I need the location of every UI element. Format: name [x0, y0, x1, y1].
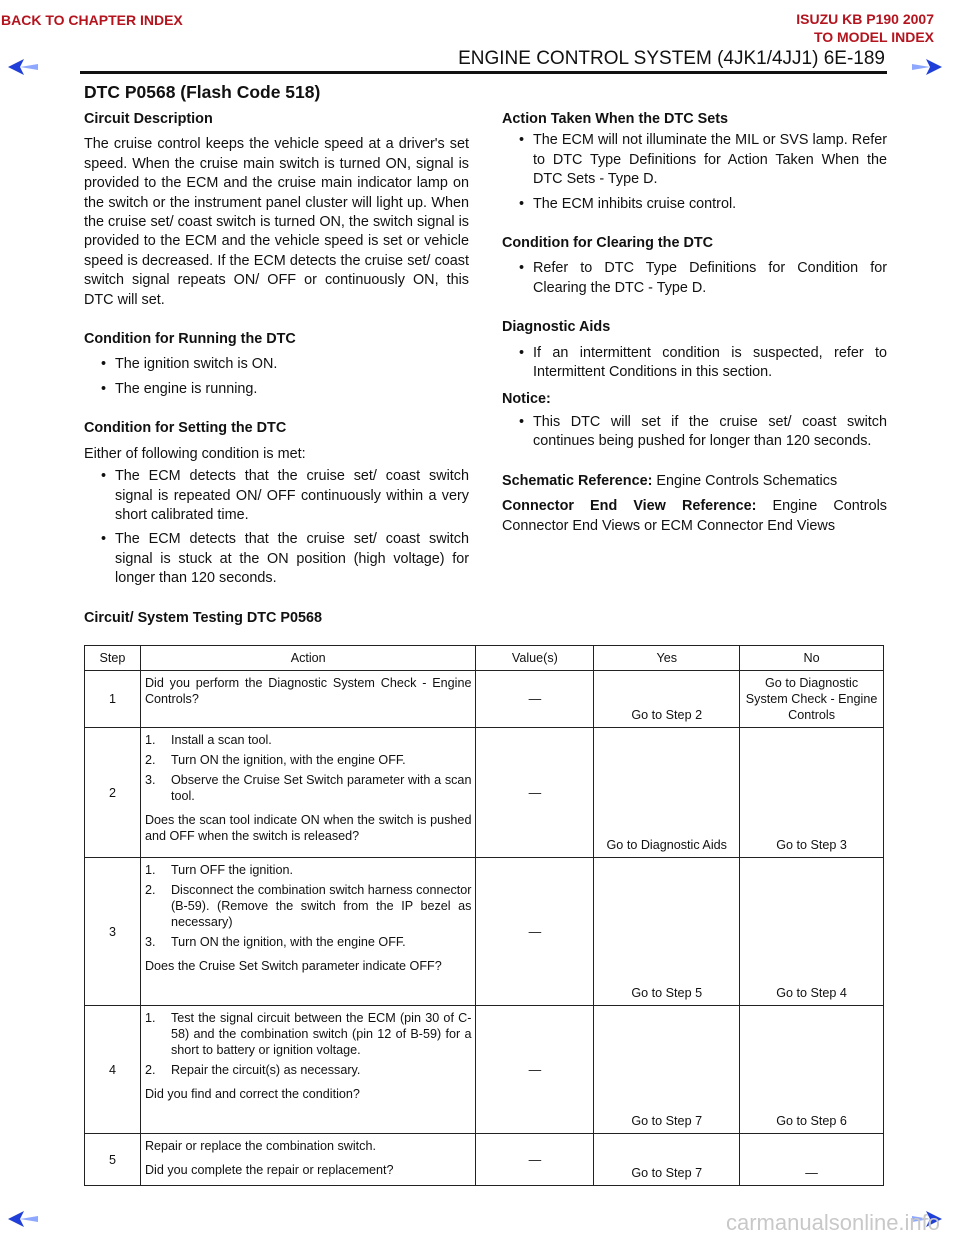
no-cell[interactable]: Go to Step 3	[740, 728, 884, 858]
diagnostic-aids-heading: Diagnostic Aids	[502, 319, 611, 336]
action-item: 2. Repair the circuit(s) as necessary.	[144, 1063, 361, 1077]
yes-cell[interactable]: Go to Step 2	[594, 671, 740, 728]
notice-heading: Notice:	[502, 391, 551, 408]
value-cell: —	[476, 858, 594, 1006]
yes-cell[interactable]: Go to Diagnostic Aids	[594, 728, 740, 858]
page-title: DTC P0568 (Flash Code 518)	[84, 82, 321, 102]
no-cell: —	[740, 1134, 884, 1186]
table-row	[85, 1134, 884, 1186]
arrow-left-icon[interactable]	[6, 1209, 40, 1229]
action-item: 2. Disconnect the combination switch harness connector (B-59). (Remove the switch from the IP bezel as necessary)	[144, 883, 472, 929]
back-to-chapter-index-link[interactable]: BACK TO CHAPTER INDEX	[1, 12, 183, 28]
connector-reference	[502, 497, 887, 536]
list-item: • The ECM will not illuminate the MIL or SVS lamp. Refer to DTC Type Definitions for Action Taken When the DTC Sets - Type D.	[502, 131, 887, 189]
value-cell: —	[476, 1134, 594, 1186]
action-cell: Did you perform the Diagnostic System Check - Engine Controls?	[140, 671, 476, 728]
schematic-link[interactable]: Engine Controls Schematics	[656, 472, 838, 489]
right-column	[502, 110, 887, 536]
running-heading: Condition for Running the DTC	[84, 331, 296, 348]
arrow-right-icon[interactable]	[910, 57, 944, 77]
step-number: 2	[85, 728, 141, 858]
table-row	[85, 858, 884, 1006]
header-rule	[80, 71, 887, 74]
action-intro: Repair or replace the combination switch.	[144, 1139, 376, 1153]
action-item: 3. Turn ON the ignition, with the engine OFF.	[144, 935, 406, 949]
value-cell: —	[476, 1006, 594, 1134]
action-item: 1. Turn OFF the ignition.	[144, 863, 293, 877]
to-model-index-link[interactable]: TO MODEL INDEX	[813, 29, 934, 45]
table-row	[85, 728, 884, 858]
schematic-reference	[502, 472, 887, 491]
list-item: • The ECM inhibits cruise control.	[502, 195, 887, 214]
connector-label: Connector End View Reference:	[502, 498, 757, 515]
header-title: ENGINE CONTROL SYSTEM (4JK1/4JJ1) 6E-189	[458, 48, 885, 69]
setting-heading: Condition for Setting the DTC	[84, 420, 287, 437]
table-heading: Circuit/ System Testing DTC P0568	[84, 610, 323, 626]
action-question: Does the scan tool indicate ON when the switch is pushed and OFF when the switch is released?	[144, 813, 472, 843]
step-number: 5	[85, 1134, 141, 1186]
list-item: • The ECM detects that the cruise set/ coast switch signal is repeated ON/ OFF continuously within a very short calibrated time.	[84, 467, 469, 525]
action-item: 3. Observe the Cruise Set Switch parameter with a scan tool.	[144, 773, 472, 803]
action-cell	[140, 728, 476, 858]
table-row	[85, 671, 884, 728]
watermark: carmanualsonline.info	[726, 1210, 941, 1235]
action-question: Did you find and correct the condition?	[144, 1087, 360, 1101]
value-cell: —	[476, 728, 594, 858]
diagnostic-table	[84, 645, 884, 1186]
action-question: Did you complete the repair or replacement?	[144, 1163, 394, 1177]
connector-link[interactable]: Engine Controls Connector End Views or ECM Connector End Views	[502, 498, 887, 534]
arrow-left-icon[interactable]	[6, 57, 40, 77]
list-item: • The engine is running.	[84, 380, 469, 399]
clearing-heading: Condition for Clearing the DTC	[502, 235, 714, 252]
value-cell: —	[476, 671, 594, 728]
header-action: Action	[140, 646, 476, 671]
table-header-row	[85, 646, 884, 671]
action-heading: Action Taken When the DTC Sets	[502, 111, 729, 127]
list-item: • The ignition switch is ON.	[84, 355, 469, 374]
header-yes: Yes	[594, 646, 740, 671]
header-values: Value(s)	[476, 646, 594, 671]
list-item: • The ECM detects that the cruise set/ coast switch signal is stuck at the ON position (high voltage) for longer than 120 seconds.	[84, 530, 469, 588]
setting-intro: Either of following condition is met:	[84, 445, 306, 462]
header-step: Step	[85, 646, 141, 671]
action-item: 1. Install a scan tool.	[144, 733, 272, 747]
yes-cell[interactable]: Go to Step 7	[594, 1134, 740, 1186]
action-question: Does the Cruise Set Switch parameter indicate OFF?	[144, 959, 442, 973]
action-item: 2. Turn ON the ignition, with the engine OFF.	[144, 753, 406, 767]
list-item: • This DTC will set if the cruise set/ coast switch continues being pushed for longer than 120 seconds.	[502, 413, 887, 452]
action-item: 1. Test the signal circuit between the ECM (pin 30 of C-58) and the combination switch (pin 12 of B-59) for a short to battery or ignition voltage.	[144, 1011, 472, 1057]
circuit-description-text: The cruise control keeps the vehicle speed at a driver's set speed. When the cruise main switch is turned ON, signal is provided to the ECM and the cruise main indicator lamp on the switch or the instrument panel cluster will light up. When the cruise set/ coast switch is turned ON, the switch signal is provided to the ECM and the vehicle speed is set or vehicle speed is decreased. If the ECM detects the cruise set/ coast switch signal repeats ON/ OFF or continuously ON, this DTC will set.	[84, 136, 469, 308]
no-cell[interactable]: Go to Step 4	[740, 858, 884, 1006]
action-cell	[140, 858, 476, 1006]
list-item: • If an intermittent condition is suspected, refer to Intermittent Conditions in this section.	[502, 344, 887, 383]
step-number: 3	[85, 858, 141, 1006]
left-column	[84, 110, 469, 589]
yes-cell[interactable]: Go to Step 5	[594, 858, 740, 1006]
schematic-label: Schematic Reference:	[502, 472, 653, 489]
isuzu-model-title[interactable]: ISUZU KB P190 2007	[796, 11, 934, 27]
step-number: 4	[85, 1006, 141, 1134]
step-number: 1	[85, 671, 141, 728]
action-cell	[140, 1006, 476, 1134]
circuit-description-heading: Circuit Description	[84, 111, 213, 127]
header-no: No	[740, 646, 884, 671]
yes-cell[interactable]: Go to Step 7	[594, 1006, 740, 1134]
no-cell[interactable]: Go to Diagnostic System Check - Engine Controls	[740, 671, 884, 728]
table-row	[85, 1006, 884, 1134]
no-cell[interactable]: Go to Step 6	[740, 1006, 884, 1134]
list-item: • Refer to DTC Type Definitions for Condition for Clearing the DTC - Type D.	[502, 259, 887, 298]
action-cell	[140, 1134, 476, 1186]
